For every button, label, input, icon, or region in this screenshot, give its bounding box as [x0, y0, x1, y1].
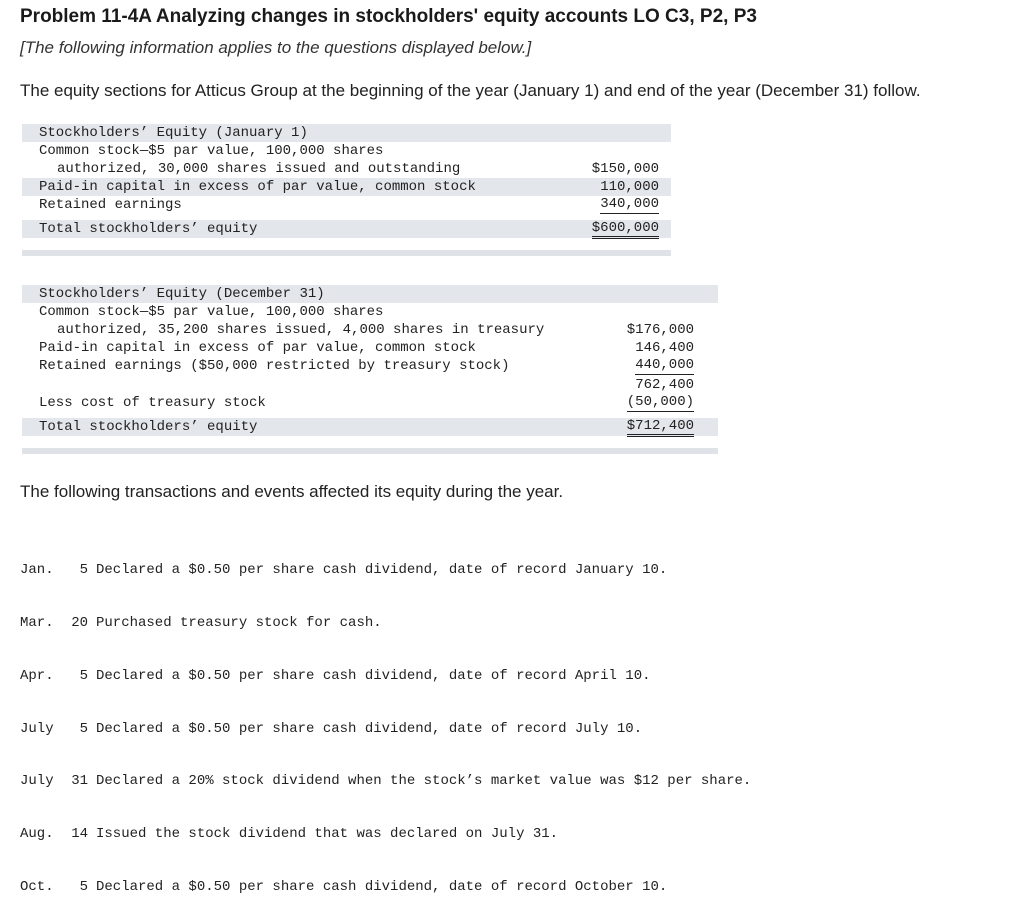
- common-stock-label-cont: authorized, 30,000 shares issued and outstanding: [57, 161, 461, 177]
- table-heading-row: [22, 124, 671, 142]
- total-equity-amount: $600,000: [592, 220, 659, 239]
- transaction-day: 5: [79, 667, 88, 684]
- transaction-month: Jan.: [20, 562, 54, 579]
- paid-in-capital-label: Paid-in capital in excess of par value, common stock: [39, 179, 476, 195]
- common-stock-label-cont: authorized, 35,200 shares issued, 4,000 shares in treasury: [57, 322, 545, 338]
- table-row: [22, 160, 671, 178]
- equity-table-january: [22, 124, 671, 250]
- transaction-day: 5: [79, 720, 88, 737]
- paid-in-capital-amount: 146,400: [635, 340, 694, 356]
- table-divider: [22, 250, 671, 256]
- retained-earnings-amount: 340,000: [600, 196, 659, 212]
- table-row: [22, 376, 718, 394]
- transaction-day: 20: [71, 614, 88, 631]
- transaction-text: Purchased treasury stock for cash.: [96, 614, 382, 631]
- total-equity-label: Total stockholders’ equity: [39, 221, 258, 237]
- common-stock-amount: $150,000: [591, 161, 659, 177]
- paid-in-capital-label: Paid-in capital in excess of par value, common stock: [39, 340, 476, 356]
- transaction-item: [20, 615, 751, 633]
- transaction-month: Oct.: [20, 878, 54, 895]
- transaction-month: Apr.: [20, 667, 54, 684]
- retained-earnings-label: Retained earnings ($50,000 restricted by treasury stock): [39, 358, 510, 374]
- transaction-text: Declared a $0.50 per share cash dividend, date of record April 10.: [96, 667, 651, 684]
- equity-table-december: [22, 285, 718, 458]
- transaction-day: 31: [71, 773, 88, 790]
- common-stock-label: Common stock—$5 par value, 100,000 shares: [39, 143, 384, 159]
- transaction-text: Declared a $0.50 per share cash dividend, date of record January 10.: [96, 562, 668, 579]
- table-divider: [22, 448, 718, 454]
- total-equity-amount: $712,400: [627, 418, 694, 437]
- transaction-item: [20, 773, 751, 791]
- table-row: [22, 357, 718, 375]
- table-heading: Stockholders’ Equity (December 31): [39, 286, 325, 302]
- transaction-month: Mar.: [20, 614, 54, 631]
- transaction-text: Issued the stock dividend that was declared on July 31.: [96, 826, 559, 843]
- table-row: [22, 303, 718, 321]
- problem-title: Problem 11-4A Analyzing changes in stockholders' equity accounts LO C3, P2, P3: [20, 6, 757, 27]
- transaction-item: [20, 562, 751, 580]
- transaction-month: Aug.: [20, 826, 54, 843]
- retained-earnings-label: Retained earnings: [39, 197, 182, 213]
- total-equity-label: Total stockholders’ equity: [39, 419, 258, 435]
- table-heading: Stockholders’ Equity (January 1): [39, 125, 308, 141]
- transactions-list: [20, 527, 751, 914]
- transaction-item: [20, 721, 751, 739]
- transaction-day: 5: [79, 878, 88, 895]
- transaction-text: Declared a 20% stock dividend when the stock’s market value was $12 per share.: [96, 773, 752, 790]
- transaction-item: [20, 668, 751, 686]
- intro-text: The equity sections for Atticus Group at the beginning of the year (January 1) and end of the year (December 31) follow.: [20, 81, 921, 100]
- transaction-text: Declared a $0.50 per share cash dividend, date of record October 10.: [96, 878, 668, 895]
- treasury-stock-label: Less cost of treasury stock: [39, 395, 266, 411]
- transaction-day: 14: [71, 826, 88, 843]
- transaction-month: July: [20, 720, 54, 737]
- table-heading-row: [22, 285, 718, 303]
- transactions-intro: The following transactions and events affected its equity during the year.: [20, 482, 564, 501]
- paid-in-capital-amount: 110,000: [600, 179, 659, 195]
- table-row: [22, 178, 671, 196]
- info-note: [The following information applies to the questions displayed below.]: [20, 38, 532, 57]
- table-row: [22, 220, 671, 238]
- subtotal-amount: 762,400: [635, 377, 694, 393]
- transaction-item: [20, 826, 751, 844]
- table-row: [22, 339, 718, 357]
- retained-earnings-amount: 440,000: [635, 357, 694, 373]
- table-row: [22, 142, 671, 160]
- common-stock-amount: $176,000: [626, 322, 694, 338]
- table-row: [22, 196, 671, 214]
- transaction-item: [20, 879, 751, 897]
- table-row: [22, 321, 718, 339]
- transaction-day: 5: [79, 562, 88, 579]
- table-row: [22, 394, 718, 412]
- table-row: [22, 418, 718, 436]
- transaction-text: Declared a $0.50 per share cash dividend, date of record July 10.: [96, 720, 643, 737]
- treasury-stock-amount: (50,000): [626, 394, 694, 410]
- transaction-month: July: [20, 773, 54, 790]
- common-stock-label: Common stock—$5 par value, 100,000 shares: [39, 304, 384, 320]
